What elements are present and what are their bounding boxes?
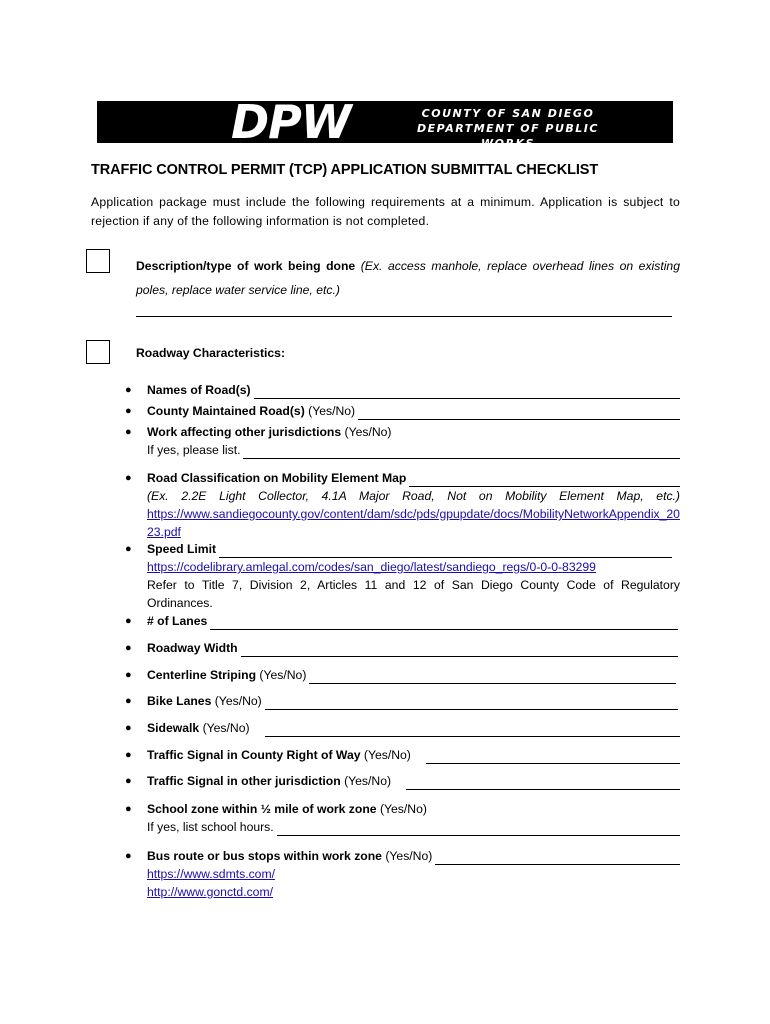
bullet-icon: ●	[125, 850, 132, 862]
centerline-options: (Yes/No)	[259, 668, 307, 682]
item-sidewalk	[125, 719, 680, 737]
description-line-1	[136, 254, 680, 278]
bullet-icon: ●	[125, 722, 132, 734]
bullet-icon: ●	[125, 775, 132, 787]
description-line-2	[136, 278, 680, 302]
school-zone-label: School zone within ½ mile of work zone	[147, 802, 377, 816]
bullet-icon: ●	[125, 669, 132, 681]
bus-route-label: Bus route or bus stops within work zone	[147, 849, 382, 863]
item-road-classification	[125, 469, 680, 541]
item-county-maintained	[125, 402, 680, 420]
bus-route-blank[interactable]	[435, 852, 680, 865]
signal-county-options: (Yes/No)	[363, 748, 411, 762]
description-example-2: poles, replace water service line, etc.)	[136, 283, 340, 297]
sidewalk-options: (Yes/No)	[202, 721, 250, 735]
road-classification-label: Road Classification on Mobility Element Map	[147, 471, 407, 485]
bus-route-options: (Yes/No)	[385, 849, 433, 863]
bullet-icon: ●	[125, 615, 132, 627]
item-lanes	[125, 612, 680, 630]
speed-limit-blank[interactable]	[219, 545, 672, 558]
checkbox-roadway[interactable]	[86, 340, 110, 364]
centerline-label: Centerline Striping	[147, 668, 257, 682]
dpw-logo-banner	[97, 95, 673, 150]
road-classification-example: (Ex. 2.2E Light Collector, 4.1A Major Road, Not on Mobility Element Map, etc.)	[147, 489, 680, 503]
signal-other-label: Traffic Signal in other jurisdiction	[147, 774, 341, 788]
page-title: TRAFFIC CONTROL PERMIT (TCP) APPLICATION SUBMITTAL CHECKLIST	[91, 162, 599, 178]
mobility-map-link[interactable]: https://www.sandiegocounty.gov/content/dam/sdc/pds/gpupdate/docs/MobilityNetworkAppendix_2023.pdf	[147, 507, 680, 539]
item-signal-county	[125, 746, 680, 764]
item-signal-other	[125, 772, 680, 790]
speed-limit-link[interactable]: https://codelibrary.amlegal.com/codes/san_diego/latest/sandiego_regs/0-0-0-83299	[147, 560, 596, 574]
item-roadway-width	[125, 639, 680, 657]
description-example-1: (Ex. access manhole, replace overhead lines on existing	[360, 259, 680, 273]
speed-limit-label: Speed Limit	[147, 542, 217, 556]
dpw-logo-subtitle	[397, 106, 619, 151]
checkbox-description[interactable]	[86, 249, 110, 273]
bike-lanes-blank[interactable]	[265, 697, 678, 710]
item-bike-lanes	[125, 692, 680, 710]
description-blank-line-2[interactable]	[136, 316, 672, 317]
centerline-blank[interactable]	[309, 671, 676, 684]
sidewalk-blank[interactable]	[265, 724, 680, 737]
bullet-icon: ●	[125, 749, 132, 761]
other-jurisdictions-label: Work affecting other jurisdictions	[147, 425, 342, 439]
road-classification-blank[interactable]	[409, 474, 680, 487]
other-jurisdictions-blank[interactable]	[243, 446, 680, 459]
intro-paragraph: Application package must include the following requirements at a minimum. Application is subject to rejection if any of the following information is not completed.	[91, 195, 680, 228]
sdmts-link[interactable]: https://www.sdmts.com/	[147, 867, 275, 881]
signal-other-options: (Yes/No)	[344, 774, 392, 788]
bullet-icon: ●	[125, 543, 132, 555]
item-school-zone	[125, 800, 680, 836]
bullet-icon: ●	[125, 642, 132, 654]
sidewalk-label: Sidewalk	[147, 721, 200, 735]
bike-lanes-options: (Yes/No)	[214, 694, 262, 708]
bullet-icon: ●	[125, 803, 132, 815]
item-centerline	[125, 666, 680, 684]
dpw-logo-text: DPW	[231, 95, 351, 149]
gonctd-link[interactable]: http://www.gonctd.com/	[147, 885, 273, 899]
roadway-heading: Roadway Characteristics:	[136, 346, 286, 360]
description-of-work	[136, 254, 680, 302]
roadway-width-blank[interactable]	[241, 644, 678, 657]
names-of-roads-blank[interactable]	[254, 386, 680, 399]
speed-limit-reference: Refer to Title 7, Division 2, Articles 11 and 12 of San Diego County Code of Regulatory Ordinances.	[147, 578, 680, 610]
other-jurisdictions-options: (Yes/No)	[344, 425, 392, 439]
roadway-width-label: Roadway Width	[147, 641, 238, 655]
county-maintained-blank[interactable]	[358, 407, 680, 420]
bullet-icon: ●	[125, 472, 132, 484]
description-label: Description/type of work being done	[136, 259, 356, 273]
school-zone-options: (Yes/No)	[379, 802, 427, 816]
lanes-label: # of Lanes	[147, 614, 208, 628]
item-bus-route	[125, 847, 680, 901]
school-zone-list-label: If yes, list school hours.	[147, 820, 274, 834]
logo-line-county: COUNTY OF SAN DIEGO	[421, 107, 595, 120]
signal-other-blank[interactable]	[406, 777, 680, 790]
other-jurisdictions-list-label: If yes, please list.	[147, 443, 241, 457]
county-maintained-options: (Yes/No)	[308, 404, 356, 418]
school-zone-blank[interactable]	[277, 823, 680, 836]
bullet-icon: ●	[125, 384, 132, 396]
signal-county-blank[interactable]	[426, 751, 680, 764]
bullet-icon: ●	[125, 695, 132, 707]
bullet-icon: ●	[125, 426, 132, 438]
signal-county-label: Traffic Signal in County Right of Way	[147, 748, 361, 762]
bike-lanes-label: Bike Lanes	[147, 694, 212, 708]
names-of-roads-label: Names of Road(s)	[147, 383, 251, 397]
lanes-blank[interactable]	[210, 617, 678, 630]
item-speed-limit	[125, 540, 680, 612]
bullet-icon: ●	[125, 405, 132, 417]
county-maintained-label: County Maintained Road(s)	[147, 404, 305, 418]
item-other-jurisdictions	[125, 423, 680, 459]
item-names-of-roads	[125, 381, 680, 399]
logo-line-department: DEPARTMENT OF PUBLIC WORKS	[417, 122, 599, 150]
